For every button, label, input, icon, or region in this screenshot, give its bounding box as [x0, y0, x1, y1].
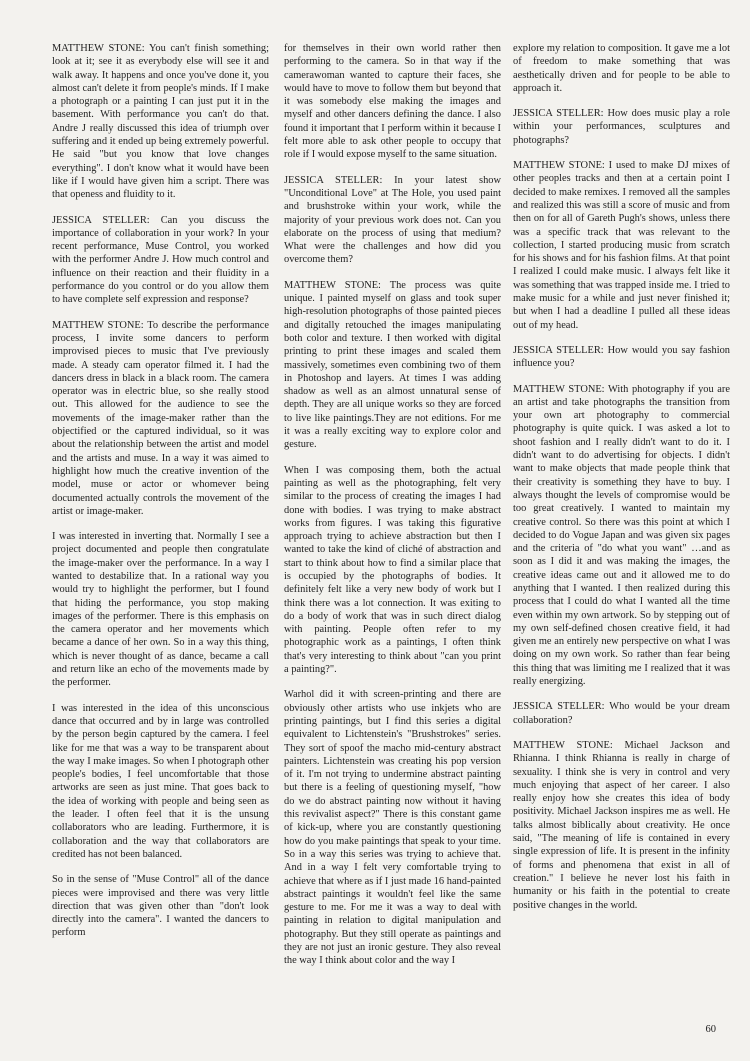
paragraph: So in the sense of "Muse Control" all of the dance pieces were improvised and there was very little direction that was given other than "don't look directly into the camera". I wanted the dancers to perform: [52, 874, 269, 939]
paragraph: I was interested in inverting that. Normally I see a project documented and people then congratulate the image-maker over the performance. In a way I wanted to destabilize that. In a rational way you would try to highlight the performer, but I found that hiding the performance, you stop making images of the performer. There is this emphasis on the camera operator and her movements which became a dance of her own. So in a way this thing, which is never thought of as dance, became a call and return like an echo of the movements made by the performer.: [52, 531, 269, 689]
page-number: 60: [705, 1024, 716, 1035]
paragraph: MATTHEW STONE: To describe the performance process, I invite some dancers to perform improvised pieces to music that I've previously made. A steady cam operator filmed it. I had the dancers dress in black in a black room. The camera operator was in electric blue, so she really stood out. This allowed for the audience to see the movements of the image-maker rather than the objectified or the captured individual, so it was about the relationship between the artist and model and the artists and muse. In a way it was aimed to highlight how much the creative invention of the model, muse or actor or whomever being documented actually controls the movement of the artist or image-maker.: [52, 319, 269, 517]
paragraph: MATTHEW STONE: The process was quite unique. I painted myself on glass and took super high-resolution photographs of those painted pieces and digitally retouched the images manipulating both color and texture. I then worked with digital printing to print these images and scaled them massively, sometimes even combining two of them in Photoshop and layers. At times I was adding shadow as well as an almost unnatural sense of depth. They are all unique works so they are forced to live like paintings.They are not editions. For me it was a really exciting way to explore color and gesture.: [284, 279, 501, 451]
text-column-1: [52, 42, 269, 952]
paragraph: for themselves in their own world rather then performing to the camera. So in that way if the camerawoman wanted to capture their faces, she would have to move to follow them but beyond that it was somebody else making the images and myself and other dancers defining the dance. I also found it important that I perform within it because I felt more able to ask other people to occupy that role if I would expose myself to the same situation.: [284, 43, 501, 161]
paragraph: JESSICA STELLER: How would you say fashion influence you?: [513, 344, 730, 370]
paragraph: JESSICA STELLER: Who would be your dream collaboration?: [513, 701, 730, 726]
paragraph: I was interested in the idea of this unconscious dance that occurred and by in large was controlled by the person begin captured by the camera. I feel like for me that was a way to be transparent about the way I make images. So when I photograph other people's bodies, I feel uncomfortable that those artworks are seen as just mine. That goes back to the idea of working with people and being seen as the leader. I often feel that it is the unsung collaborators who are leading. Furthermore, it is collaboration and the way that collaborators are credited has not been balanced.: [52, 702, 269, 860]
paragraph: JESSICA STELLER: In your latest show "Unconditional Love" at The Hole, you used paint and brushstroke within your work, while the majority of your previous work does not. Can you elaborate on the process of using that medium? What were the challenges and how did you overcome them?: [284, 174, 501, 266]
paragraph: MATTHEW STONE: With photography if you are an artist and take photographs the transition from your own art photography to commercial photography is quite quick. I was asked a lot to shoot fashion and I really didn't want to do it. I didn't want to do advertising for objects. I didn't want to make objects that made people think that their creativity is something they have to buy. I always thought the levels of compromise would be too great creatively. I wanted to maintain my creative control. So there was this point at which I decided to do Vogue Japan and was given six pages and the criteria of "do what you want" …and as soon as I did it and was making the images, the creative ideas came out and it allowed me to do anything that I wanted. I then realized during this process that I could do what I wanted all the time even within my own artwork. So by stepping out of my own self-defined chosen creative field, it had given me an entirely new perspective on what I was doing on my own work. So rather than fear being this thing that was limiting me I realized that it was really energizing.: [513, 383, 730, 688]
paragraph: JESSICA STELLER: How does music play a role within your performances, sculptures and photographs?: [513, 108, 730, 146]
paragraph: MATTHEW STONE: You can't finish something; look at it; see it as everybody else will see it and walk away. It happens and once you've done it, you almost can't delete it from people's minds. If I make a photograph or a painting I can just put it in the basement. With performance you can't do that. Andre J really discussed this idea of triumph over suffering and it ended up being extremely powerful. He said "but you know that love changes everything". I don't know what it would have been like if I would have given him a script. There was that openess and fluidity to it.: [52, 43, 269, 201]
paragraph: When I was composing them, both the actual painting as well as the photographing, felt very similar to the process of creating the images I had done with bodies. I was trying to make abstract works from figures. I was taking this figurative approach trying to achieve abstraction but then I wanted to take the kind of cliché of abstraction and start to think about how to find a similar place that is occupied by the photographs of bodies. It definitely felt like a very new body of work but I think there was a lot connection. It was exiting to do a body of work that was in such direct dialog with painting. People often refer to my photographic work as a paintings, I often think that's very interesting to think about "can you print a painting?".: [284, 464, 501, 676]
paragraph: MATTHEW STONE: I used to make DJ mixes of other peoples tracks and then at a certain point I decided to make remixes. I removed all the samples and realized this was still a score of music and from then on for all of Gareth Pugh's shows, unless there was a specific track that was relevant to the collection, I started producing music from scratch for his shows and for his fashion films. At that point I realized I could make music. I always felt like it was something that was trapped inside me. I tried to make music for a while and just never finished it; but when I had a deadline I pulled all these ideas out of my head.: [513, 160, 730, 331]
paragraph: explore my relation to composition. It gave me a lot of freedom to make something that was aesthetically driven and for people to be able to approach it.: [513, 43, 730, 94]
paragraph: MATTHEW STONE: Michael Jackson and Rhianna. I think Rhianna is really in charge of sexuality. I think she is very in control and very much enjoying that aspect of her career. I also really enjoy how she creates this idea of body positivity. Michael Jackson inspires me as well. He talks almost biblically about creativity. He once said, "The meaning of life is contained in every single expression of life. It is present in the infinity of forms and phenomena that exist in all of creation." I believe he never lost his faith in humanity or his faith in the potential to create positive changes in the world.: [513, 739, 730, 911]
text-column-3: [513, 42, 730, 924]
paragraph: JESSICA STELLER: Can you discuss the importance of collaboration in your work? In your recent performance, Muse Control, you worked with the performer Andre J. How much control and influence on their reaction and their fluidity in a performance do you control or do you allow them to have complete self expression and response?: [52, 214, 269, 306]
text-column-2: [284, 42, 501, 980]
paragraph: Warhol did it with screen-printing and there are obviously other artists who use inkjets who are printing paintings, but I find this series a digital equivalent to Lichtenstein's "Brushstrokes" series. They sort of spoof the macho mid-century abstract painters. Lichtenstein was creating his pop version of it. I'm not trying to undermine abstract painting but there is a feeling of questioning myself, "how do we do abstract painting now without it having this revivalist aspect?" There is this constant game of kick-up, where you are constantly questioning how do you make paintings that speak to your time. So in a way this series was trying to achieve that. And in a way I felt very comfortable trying to achieve that where as if I just made 16 hand-painted abstract paintings it wouldn't feel like the same gesture to me. For me it was a way to deal with painting in relation to digital manipulation and photography. But they still operate as paintings and they are not just an ironic gesture. They also reveal the way I think about color and the way I: [284, 689, 501, 967]
